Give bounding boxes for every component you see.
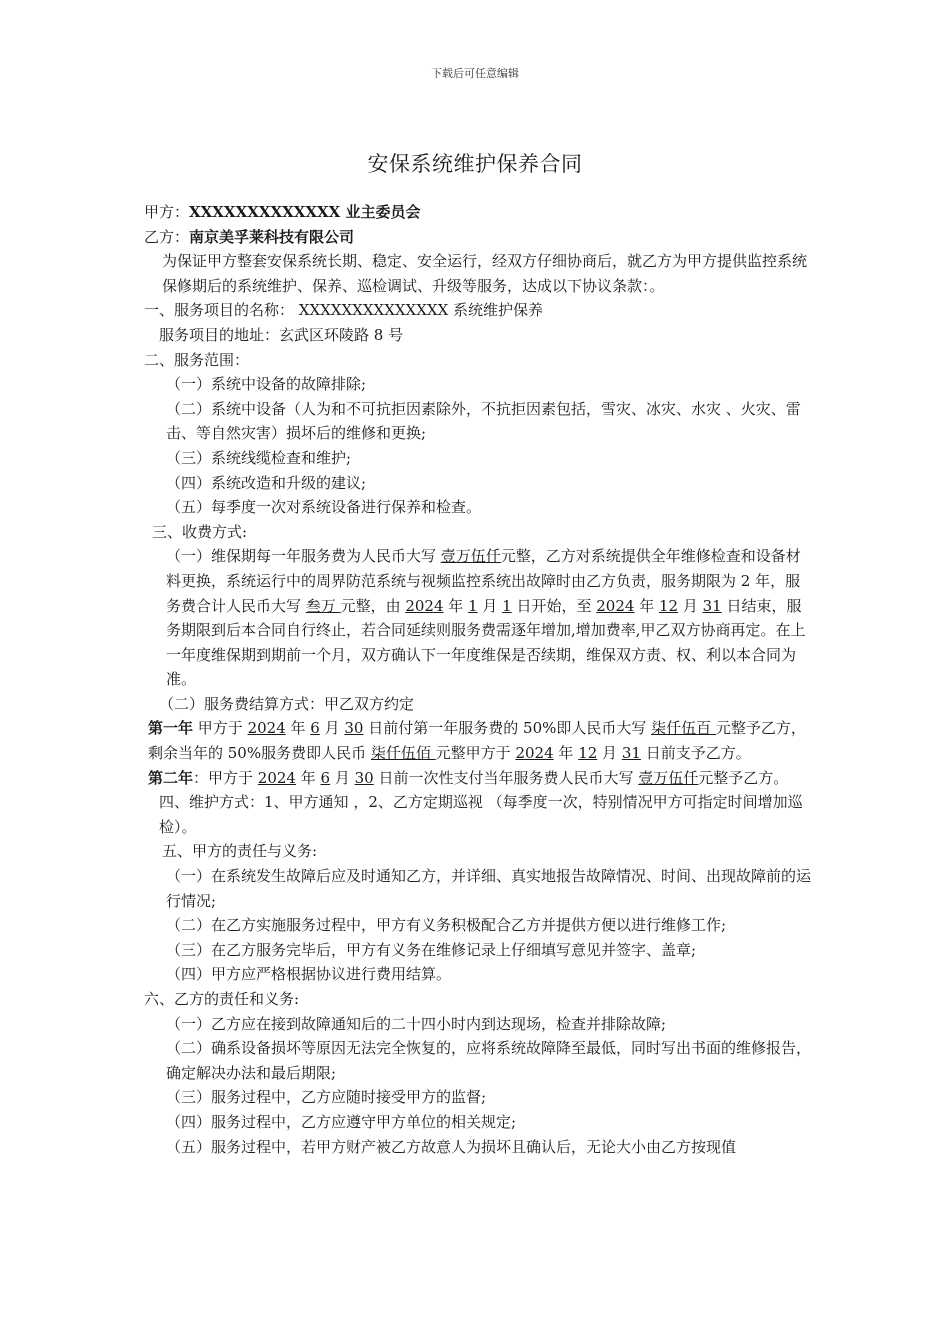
party-b-name: 南京美孚莱科技有限公司 xyxy=(189,227,355,246)
fee-text: 年 xyxy=(634,596,659,615)
document-title: 安保系统维护保养合同 xyxy=(367,152,583,176)
pay-text: 日前一次性支付当年服务费人民币大写 xyxy=(373,768,639,787)
pay-day: 30 xyxy=(344,719,364,738)
pay-text: 年 xyxy=(285,719,311,738)
party-a-duties-heading: 五、甲方的责任与义务: xyxy=(162,842,318,861)
scope-item: （一）系统中设备的故障排除; xyxy=(166,375,367,394)
party-b-duty: （四）服务过程中，乙方应遵守甲方单位的相关规定; xyxy=(166,1112,517,1131)
scope-item: （二）系统中设备（人为和不可抗拒因素除外，不抗拒因素包括，雪灾、冰灾、水灾 、火灾、雷击、等自然灾害）损坏后的维修和更换; xyxy=(166,399,801,443)
pay-year: 2024 xyxy=(515,744,554,763)
scope-heading: 二、服务范围： xyxy=(144,350,250,369)
start-day: 1 xyxy=(502,596,512,615)
party-b-duty: （五）服务过程中，若甲方财产被乙方故意人为损坏且确认后，无论大小由乙方按现值 xyxy=(166,1137,737,1156)
page-header: 下载后可任意编辑 xyxy=(431,67,519,80)
pay-text: 元整予乙方。 xyxy=(698,768,789,787)
end-day: 31 xyxy=(702,596,722,615)
fee-total-amount: 叁万 xyxy=(305,596,341,615)
party-b-duty: （二）确系设备损坏等原因无法完全恢复的，应将系统故障降至最低，同时写出书面的维修报告，确定解决办法和最后期限; xyxy=(166,1039,812,1082)
year1-label: 第一年 xyxy=(148,719,194,738)
party-a-line xyxy=(144,200,814,225)
pay-text: ：甲方于 xyxy=(193,768,258,787)
fee-text: 日结束，服务期限到后本合同自行终止，若合同延续则服务费需逐年增加,增加费率,甲乙双方协商再定。在上一年度维保期到期前一个月，双方确认下一年度维保是否续期，维保双方责、权、利以本合同为准。 xyxy=(166,596,806,689)
fee-text: 年 xyxy=(443,596,469,615)
pay-month: 6 xyxy=(310,719,320,738)
fee-text: 日开始，至 xyxy=(511,596,597,615)
pay-amount: 柒仟伍百 xyxy=(651,719,716,738)
party-b-duty: （三）服务过程中，乙方应随时接受甲方的监督; xyxy=(166,1088,487,1107)
fee-text: 月 xyxy=(477,596,503,615)
pay-text: 年 xyxy=(295,768,321,787)
scope-item: （五）每季度一次对系统设备进行保养和检查。 xyxy=(166,498,482,517)
fee-annual-amount: 壹万伍仟 xyxy=(440,547,501,566)
pay-day: 31 xyxy=(621,744,641,763)
end-year: 2024 xyxy=(596,596,635,615)
pay-amount: 柒仟伍佰 xyxy=(370,744,436,763)
pay-text: 日前付第一年服务费的 50%即人民币大写 xyxy=(363,719,652,738)
pay-month: 12 xyxy=(578,744,598,763)
scope-item: （三）系统线缆检查和维护; xyxy=(166,448,352,467)
service-address-line: 服务项目的地址：玄武区环陵路 8 号 xyxy=(159,325,404,344)
pay-year: 2024 xyxy=(257,768,296,787)
fee-text: 月 xyxy=(678,596,703,615)
party-a-duty: （一）在系统发生故障后应及时通知乙方，并详细、真实地报告故障情况、时间、出现故障前的运行情况; xyxy=(166,867,812,910)
pay-year: 2024 xyxy=(247,719,286,738)
pay-text: 月 xyxy=(319,719,345,738)
year2-label: 第二年 xyxy=(148,768,194,787)
intro-paragraph: 为保证甲方整套安保系统长期、稳定、安全运行，经双方仔细协商后，就乙方为甲方提供监控系统保修期后的系统维护、保养、巡检调试、升级等服务，达成以下协议条款：。 xyxy=(162,252,808,295)
party-a-duty: （四）甲方应严格根据协议进行费用结算。 xyxy=(166,965,452,984)
pay-amount: 壹万伍仟 xyxy=(638,768,699,787)
pay-text: 月 xyxy=(597,744,622,763)
fee-text: 元整，由 xyxy=(340,596,406,615)
party-a-duty: （三）在乙方服务完毕后，甲方有义务在维修记录上仔细填写意见并签字、盖章; xyxy=(166,940,697,959)
pay-text: 日前支予乙方。 xyxy=(640,744,751,763)
pay-text: 甲方于 xyxy=(193,719,248,738)
start-year: 2024 xyxy=(405,596,444,615)
pay-text: 月 xyxy=(330,768,355,787)
year2-payment xyxy=(144,766,814,791)
pay-text: 年 xyxy=(553,744,579,763)
pay-month: 6 xyxy=(320,768,331,787)
pay-text: 元整予乙方，剩余当年的 50%服务费即人民币 xyxy=(148,719,806,763)
start-month: 1 xyxy=(468,596,478,615)
year1-payment xyxy=(144,716,814,765)
party-a-name: XXXXXXXXXXXXX 业主委员会 xyxy=(189,203,421,221)
scope-item: （四）系统改造和升级的建议; xyxy=(166,473,367,492)
pay-text: 元整甲方于 xyxy=(435,744,516,763)
party-b-label: 乙方： xyxy=(144,227,190,246)
party-b-line xyxy=(144,225,814,250)
fee-text: 元整，乙方对系统提供全年维修检查和设备材料更换，系统运行中的周界防范系统与视频监控系统出故障时由乙方负责，服务期限为 2 年，服务费合计人民币大写 xyxy=(166,547,801,615)
maintenance-method: 四、维护方式：1、甲方通知 ，2、乙方定期巡视 （每季度一次，特别情况甲方可指定时间增加巡检）。 xyxy=(159,793,803,836)
fee-paragraph-1 xyxy=(144,544,814,692)
contract-body xyxy=(144,200,814,1159)
service-name-line: 一、服务项目的名称： XXXXXXXXXXXXXX 系统维护保养 xyxy=(144,301,544,320)
fee-heading: 三、收费方式: xyxy=(152,522,248,541)
settlement-line: （二）服务费结算方式：甲乙双方约定 xyxy=(159,694,415,713)
party-b-duty: （一）乙方应在接到故障通知后的二十四小时内到达现场，检查并排除故障; xyxy=(166,1014,667,1033)
party-a-duty: （二）在乙方实施服务过程中，甲方有义务积极配合乙方并提供方便以进行维修工作; xyxy=(166,916,727,935)
fee-text: （一）维保期每一年服务费为人民币大写 xyxy=(166,547,441,566)
party-a-label: 甲方： xyxy=(144,203,190,221)
party-b-duties-heading: 六、乙方的责任和义务: xyxy=(144,990,300,1008)
pay-day: 30 xyxy=(354,768,374,787)
end-month: 12 xyxy=(659,596,679,615)
